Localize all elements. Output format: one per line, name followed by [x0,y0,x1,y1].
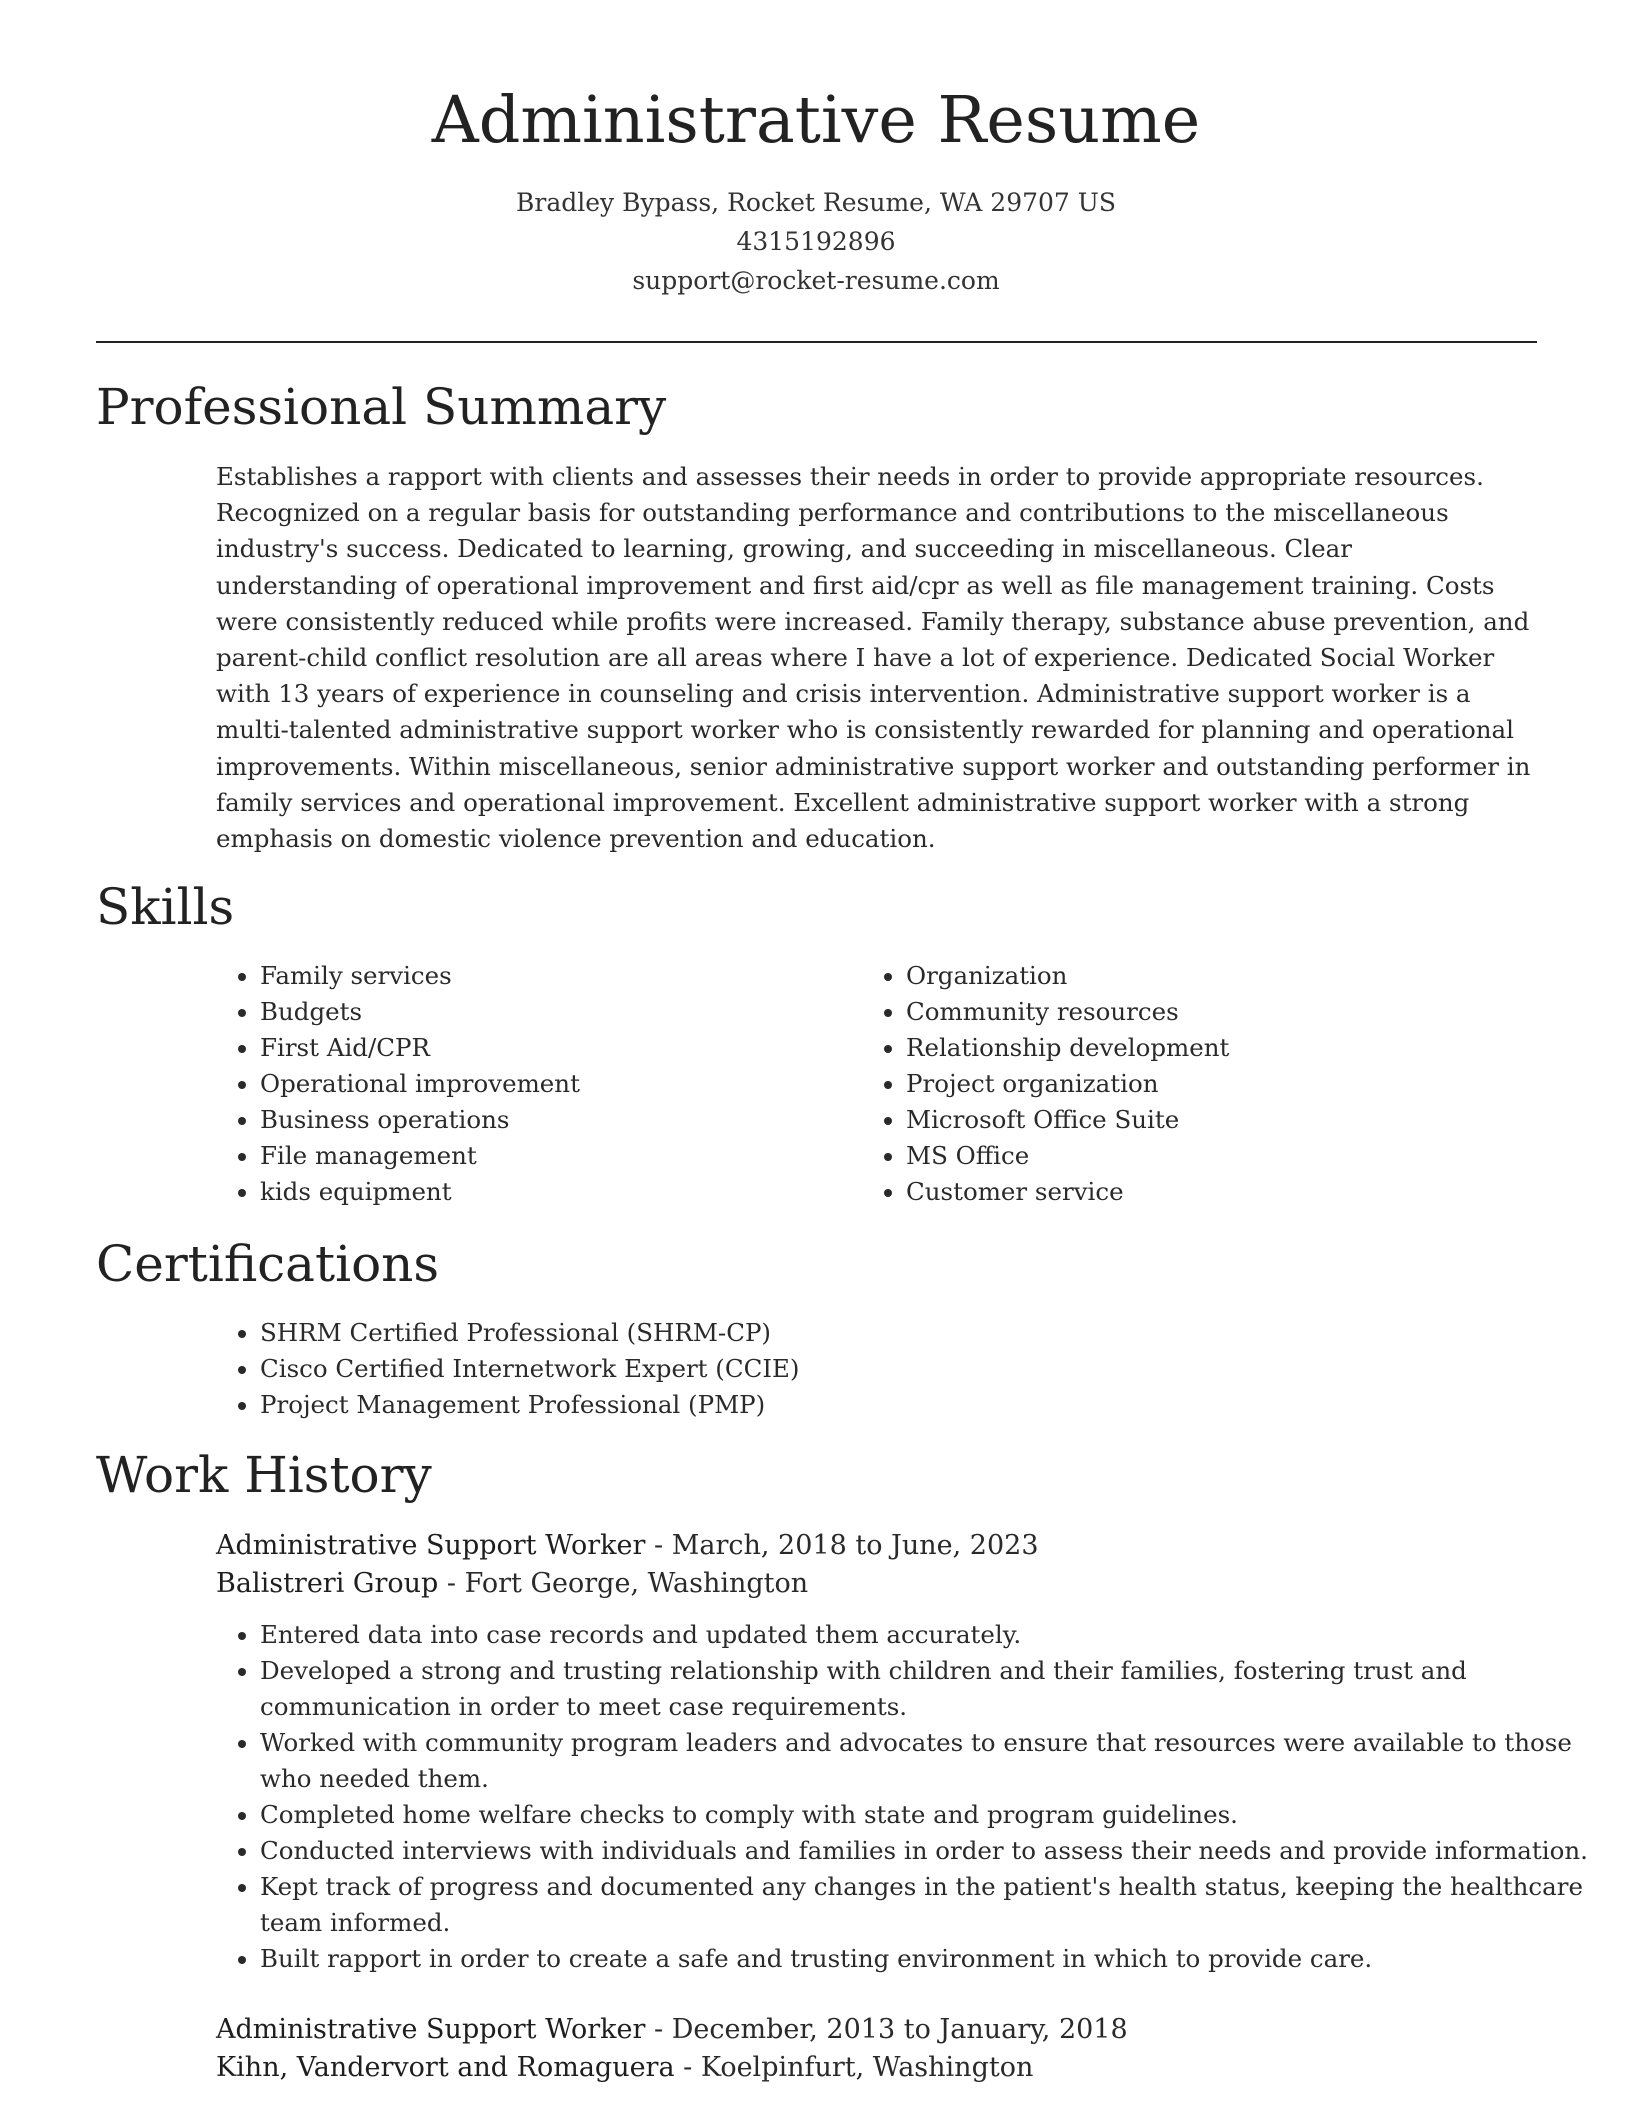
job-1-title: Administrative Support Worker [216,1530,646,1561]
job-1-title-line [216,1527,1039,1565]
job-2-sep: - [645,2014,672,2045]
skills-list-left [216,958,820,1210]
certification-item: • Cisco Certified Internetwork Expert (CCIE) [260,1351,1460,1387]
skill-item: • File management [260,1138,820,1174]
section-heading-skills: Skills [96,878,235,936]
job-1-company: Balistreri Group [216,1568,439,1599]
skill-item: • Budgets [260,994,820,1030]
certification-item: • SHRM Certified Professional (SHRM-CP) [260,1315,1460,1351]
skill-item: • Project organization [906,1066,1566,1102]
job-bullet-item: • Worked with community program leaders and advocates to ensure that resources were available to those who needed them. [260,1725,1600,1797]
job-1-dates: March, 2018 to June, 2023 [671,1530,1039,1561]
job-2-title: Administrative Support Worker [216,2014,646,2045]
contact-phone: 4315192896 [736,226,896,256]
resume-header [0,0,1632,300]
section-heading-work-history: Work History [96,1446,432,1504]
job-2-dates: December, 2013 to January, 2018 [671,2014,1128,2045]
skill-item: • MS Office [906,1138,1566,1174]
skill-item: • First Aid/CPR [260,1030,820,1066]
skill-item: • Operational improvement [260,1066,820,1102]
job-1-company-line [216,1565,1039,1603]
certification-item: • Project Management Professional (PMP) [260,1387,1460,1423]
job-2-company: Kihn, Vandervort and Romaguera [216,2052,675,2083]
section-heading-summary: Professional Summary [96,378,667,436]
contact-email: support@rocket-resume.com [632,265,1000,295]
skill-item: • Community resources [906,994,1566,1030]
job-2-sep-2: - [674,2052,701,2083]
certifications-list [216,1315,1460,1423]
job-bullet-item: • Built rapport in order to create a safe and trusting environment in which to provide care. [260,1941,1600,1977]
skill-item: • Microsoft Office Suite [906,1102,1566,1138]
skill-item: • kids equipment [260,1174,820,1210]
job-bullet-item: • Completed home welfare checks to comply with state and program guidelines. [260,1797,1600,1833]
skill-item: • Business operations [260,1102,820,1138]
job-1-sep: - [645,1530,672,1561]
summary-text: Establishes a rapport with clients and assesses their needs in order to provide appropriate resources. Recognized on a regular basis for outstanding performance and contributions to the miscellaneous industry's success. Dedicated to learning, growing, and succeeding in miscellaneous. Clear understanding of operational improvement and first aid/cpr as well as file management training. Costs were consistently reduced while profits were increased. Family therapy, substance abuse prevention, and parent-child conflict resolution are all areas where I have a lot of experience. Dedicated Social Worker with 13 years of experience in counseling and crisis intervention. Administrative support worker is a multi-talented administrative support worker who is consistently rewarded for planning and operational improvements. Within miscellaneous, senior administrative support worker and outstanding performer in family services and operational improvement. Excellent administrative support worker with a strong emphasis on domestic violence prevention and education. [216,462,1531,854]
skills-list-right [862,958,1566,1210]
job-1-bullets [216,1617,1600,1977]
skill-item: • Family services [260,958,820,994]
contact-address: Bradley Bypass, Rocket Resume, WA 29707 US [516,187,1116,217]
job-bullet-item: • Conducted interviews with individuals and families in order to assess their needs and provide information. [260,1833,1600,1869]
section-heading-certifications: Certifications [96,1235,440,1293]
job-2-location: Koelpinfurt, Washington [700,2052,1034,2083]
job-bullet-item: • Kept track of progress and documented any changes in the patient's health status, keeping the healthcare team informed. [260,1869,1600,1941]
job-bullet-item: • Developed a strong and trusting relationship with children and their families, fostering trust and communication in order to meet case requirements. [260,1653,1600,1725]
skill-item: • Relationship development [906,1030,1566,1066]
job-2-company-line [216,2049,1128,2087]
job-1-sep-2: - [438,1568,465,1599]
job-1-location: Fort George, Washington [464,1568,809,1599]
skill-item: • Customer service [906,1174,1566,1210]
job-2-header [216,2011,1128,2087]
job-bullet-item: • Entered data into case records and updated them accurately. [260,1617,1600,1653]
resume-title: Administrative Resume [431,83,1201,158]
contact-block [0,183,1632,300]
header-divider [96,341,1537,343]
job-2-title-line [216,2011,1128,2049]
job-1-header [216,1527,1039,1603]
skill-item: • Organization [906,958,1566,994]
